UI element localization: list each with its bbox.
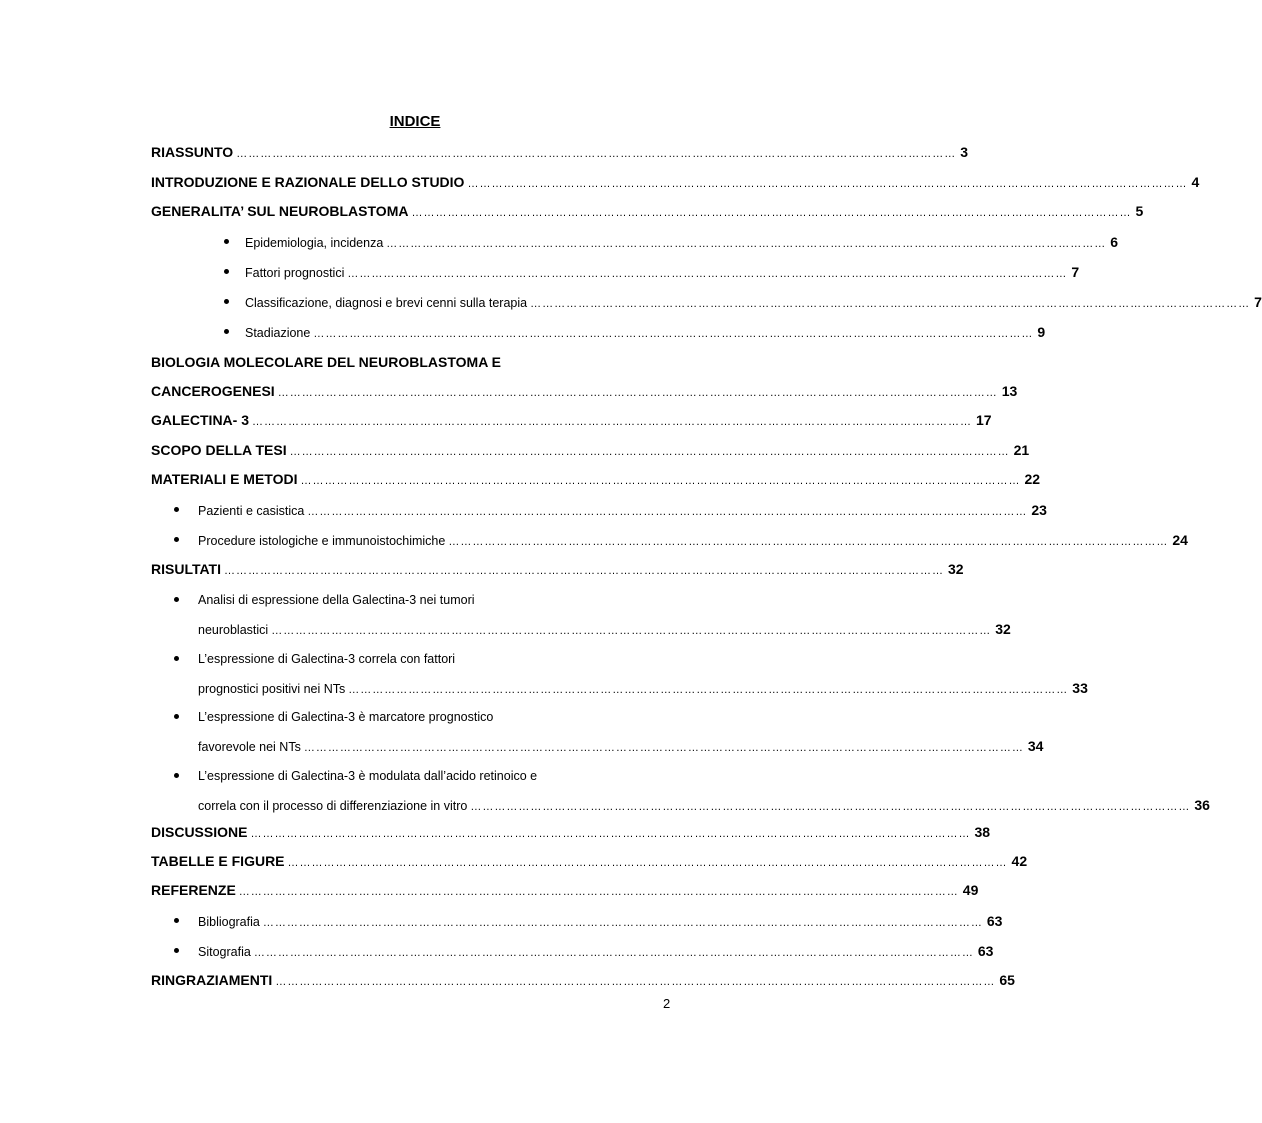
toc-entry-espressione1 bbox=[198, 679, 1088, 699]
page-number: 2 bbox=[663, 996, 671, 1011]
toc-label: SCOPO DELLA TESI bbox=[151, 442, 287, 458]
toc-label: REFERENZE bbox=[151, 882, 236, 898]
toc-label: Bibliografia bbox=[198, 915, 260, 929]
toc-entry-espressione3-line1: L’espressione di Galectina-3 è modulata dall’acido retinoico e bbox=[198, 769, 538, 783]
toc-label: INTRODUZIONE E RAZIONALE DELLO STUDIO bbox=[151, 174, 465, 190]
toc-leader: ……………………………………………………………………………………………………………………………………………………………… bbox=[303, 742, 1024, 754]
toc-label: correla con il processo di differenziazione in vitro bbox=[198, 799, 468, 813]
toc-leader: ……………………………………………………………………………………………………………………………………………………………… bbox=[252, 416, 972, 428]
toc-label: favorevole nei NTs bbox=[198, 740, 301, 754]
toc-label: Stadiazione bbox=[245, 326, 311, 340]
toc-entry-analisi bbox=[198, 620, 1011, 640]
toc-page: 32 bbox=[948, 561, 964, 577]
toc-entry-tabelle bbox=[151, 852, 1028, 872]
toc-entry-bibliografia bbox=[198, 912, 1003, 932]
toc-leader: ……………………………………………………………………………………………………………………………………………………………… bbox=[277, 387, 998, 399]
toc-entry-procedure bbox=[198, 531, 1188, 551]
bullet-icon bbox=[174, 948, 179, 953]
toc-leader: ……………………………………………………………………………………………………………………………………………………………… bbox=[313, 328, 1034, 340]
toc-page: 7 bbox=[1254, 294, 1262, 310]
bullet-icon bbox=[174, 507, 179, 512]
toc-leader: ……………………………………………………………………………………………………………………………………………………………… bbox=[530, 298, 1251, 310]
toc-page: 3 bbox=[960, 144, 968, 160]
bullet-icon bbox=[174, 918, 179, 923]
toc-label: RISULTATI bbox=[151, 561, 221, 577]
toc-page: 7 bbox=[1071, 264, 1080, 280]
toc-leader: ……………………………………………………………………………………………………………………………………………………………… bbox=[348, 684, 1069, 696]
toc-leader: ……………………………………………………………………………………………………………………………………………………………… bbox=[271, 625, 992, 637]
toc-page: 9 bbox=[1037, 324, 1046, 340]
toc-label: MATERIALI E METODI bbox=[151, 471, 298, 487]
toc-label: neuroblastici bbox=[198, 623, 269, 637]
bullet-icon bbox=[224, 299, 229, 304]
toc-entry-fattori bbox=[245, 263, 1080, 283]
toc-page: 13 bbox=[1001, 383, 1018, 399]
toc-entry-analisi-line1: Analisi di espressione della Galectina-3 nei tumori bbox=[198, 593, 475, 607]
toc-label: GALECTINA- 3 bbox=[151, 412, 249, 428]
toc-entry-epidemiologia bbox=[245, 233, 1119, 253]
toc-label: GENERALITA’ SUL NEUROBLASTOMA bbox=[151, 203, 409, 219]
toc-page: 42 bbox=[1011, 853, 1028, 869]
toc-leader: ……………………………………………………………………………………………………………………………………………………………… bbox=[300, 475, 1021, 487]
bullet-icon bbox=[174, 714, 179, 719]
toc-label: Epidemiologia, incidenza bbox=[245, 236, 384, 250]
toc-label: prognostici positivi nei NTs bbox=[198, 682, 346, 696]
toc-entry-galectina bbox=[151, 411, 992, 431]
toc-page: 38 bbox=[974, 824, 991, 840]
toc-leader: ……………………………………………………………………………………………………………………………………………………………… bbox=[289, 446, 1010, 458]
toc-page: 33 bbox=[1072, 680, 1088, 696]
toc-page: 63 bbox=[977, 943, 994, 959]
toc-entry-referenze bbox=[151, 881, 979, 901]
toc-page: 4 bbox=[1191, 174, 1200, 190]
toc-page: 63 bbox=[986, 913, 1003, 929]
toc-label: RIASSUNTO bbox=[151, 144, 234, 160]
page-title: INDICE bbox=[389, 113, 441, 130]
toc-entry-biologia-line1 bbox=[151, 353, 680, 371]
toc-page: 65 bbox=[999, 972, 1015, 988]
toc-leader: ……………………………………………………………………………………………………………………………………………………………… bbox=[253, 947, 974, 959]
toc-page: 49 bbox=[962, 882, 979, 898]
toc-page: 6 bbox=[1110, 234, 1119, 250]
bullet-icon bbox=[224, 269, 229, 274]
toc-leader: ……………………………………………………………………………………………………………………………………………………………… bbox=[275, 976, 996, 988]
toc-entry-espressione2 bbox=[198, 737, 1044, 757]
toc-label: TABELLE E FIGURE bbox=[151, 853, 285, 869]
toc-leader: ……………………………………………………………………………………………………………………………………………………………… bbox=[238, 886, 959, 898]
toc-leader: ……………………………………………………………………………………………………………………………………………………………… bbox=[224, 565, 944, 577]
toc-label: Procedure istologiche e immunoistochimiche bbox=[198, 534, 446, 548]
toc-page: 34 bbox=[1027, 738, 1044, 754]
toc-label: Sitografia bbox=[198, 945, 251, 959]
toc-leader: ……………………………………………………………………………………………………………………………………………………………… bbox=[470, 801, 1191, 813]
toc-entry-generalita bbox=[151, 202, 1144, 222]
toc-label: Classificazione, diagnosi e brevi cenni sulla terapia bbox=[245, 296, 528, 310]
toc-leader: ……………………………………………………………………………………………………………………………………………………………… bbox=[347, 268, 1068, 280]
toc-leader: ……………………………………………………………………………………………………………………………………………………………… bbox=[307, 506, 1028, 518]
toc-entry-ringraziamenti bbox=[151, 971, 1015, 991]
toc-page: 17 bbox=[976, 412, 992, 428]
toc-label: DISCUSSIONE bbox=[151, 824, 248, 840]
toc-page: 23 bbox=[1031, 502, 1047, 518]
toc-page: 24 bbox=[1172, 532, 1188, 548]
toc-entry-espressione3 bbox=[198, 796, 1210, 816]
toc-entry-espressione1-line1: L’espressione di Galectina-3 correla con fattori bbox=[198, 652, 456, 666]
toc-entry-espressione2-line1: L’espressione di Galectina-3 è marcatore prognostico bbox=[198, 710, 494, 724]
toc-label: Pazienti e casistica bbox=[198, 504, 305, 518]
bullet-icon bbox=[224, 329, 229, 334]
toc-leader: ……………………………………………………………………………………………………………………………………………………………… bbox=[262, 917, 983, 929]
toc-leader: ……………………………………………………………………………………………………………………………………………………………… bbox=[467, 178, 1188, 190]
toc-leader: ……………………………………………………………………………………………………………………………………………………………… bbox=[411, 207, 1132, 219]
toc-leader: ……………………………………………………………………………………………………………………………………………………………… bbox=[250, 828, 971, 840]
toc-entry-risultati bbox=[151, 560, 964, 580]
bullet-icon bbox=[174, 537, 179, 542]
toc-page: 32 bbox=[995, 621, 1011, 637]
toc-entry-classificazione bbox=[245, 293, 1262, 313]
toc-entry-pazienti bbox=[198, 501, 1047, 521]
toc-leader: ……………………………………………………………………………………………………………………………………………………………… bbox=[236, 148, 957, 160]
bullet-icon bbox=[174, 597, 179, 602]
toc-entry-riassunto bbox=[151, 143, 968, 163]
toc-entry-materiali bbox=[151, 470, 1041, 490]
toc-label: CANCEROGENESI bbox=[151, 383, 275, 399]
toc-page: 21 bbox=[1013, 442, 1030, 458]
toc-entry-stadiazione bbox=[245, 323, 1046, 343]
toc-entry-biologia bbox=[151, 382, 1018, 402]
toc-leader: ……………………………………………………………………………………………………………………………………………………………… bbox=[386, 238, 1107, 250]
toc-page: 36 bbox=[1194, 797, 1210, 813]
bullet-icon bbox=[224, 239, 229, 244]
bullet-icon bbox=[174, 656, 179, 661]
toc-entry-sitografia bbox=[198, 942, 994, 962]
toc-entry-introduzione bbox=[151, 173, 1200, 193]
toc-label: Fattori prognostici bbox=[245, 266, 345, 280]
toc-leader: ……………………………………………………………………………………………………………………………………………………………… bbox=[287, 857, 1008, 869]
toc-entry-scopo bbox=[151, 441, 1030, 461]
toc-entry-discussione bbox=[151, 823, 991, 843]
toc-page: 5 bbox=[1135, 203, 1144, 219]
toc-page: 22 bbox=[1024, 471, 1041, 487]
toc-label: RINGRAZIAMENTI bbox=[151, 972, 273, 988]
toc-label: BIOLOGIA MOLECOLARE DEL NEUROBLASTOMA E bbox=[151, 354, 502, 370]
bullet-icon bbox=[174, 773, 179, 778]
toc-leader: ……………………………………………………………………………………………………………………………………………………………… bbox=[448, 536, 1169, 548]
